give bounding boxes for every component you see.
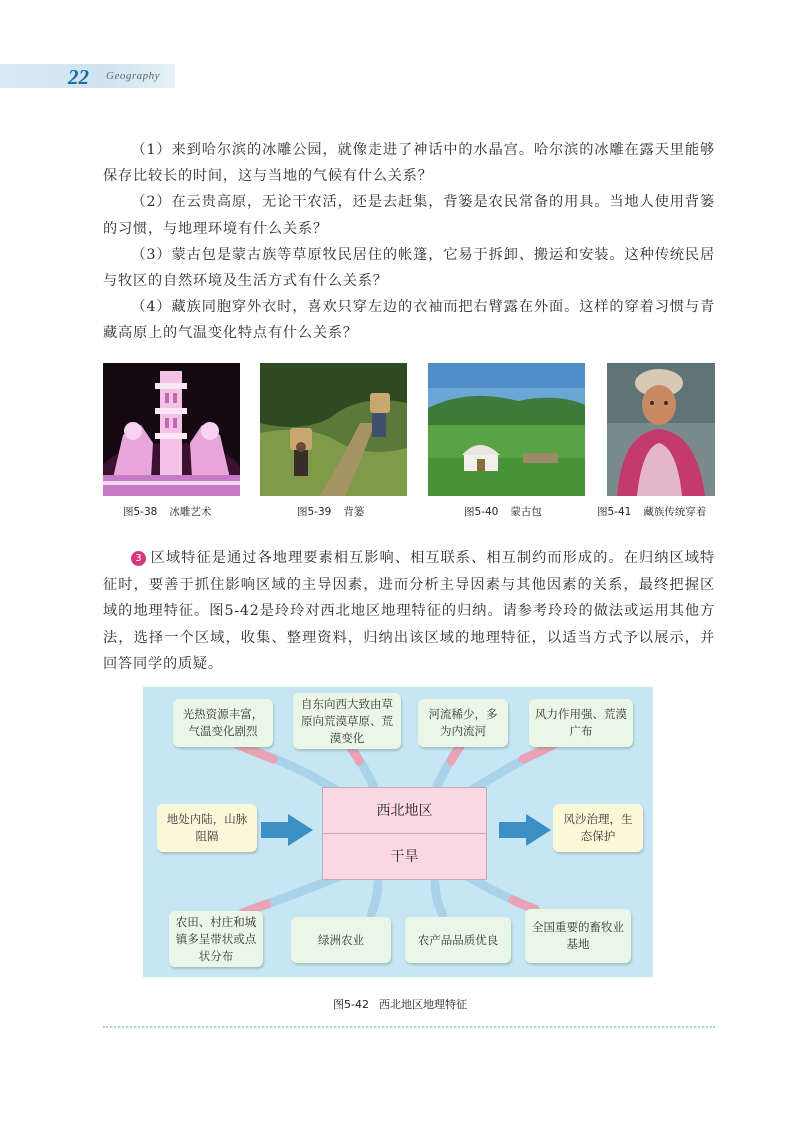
yurt-photo bbox=[428, 363, 585, 496]
center-region-box bbox=[322, 787, 487, 880]
figure-caption-5-41: 图5-41 藏族传统穿着 bbox=[597, 506, 707, 518]
human-box-oasis: 绿洲农业 bbox=[291, 917, 391, 963]
left-arrow-icon bbox=[261, 814, 313, 846]
page-number: 22 bbox=[68, 65, 89, 89]
northwest-region-diagram bbox=[143, 687, 653, 977]
right-arrow-icon bbox=[499, 814, 551, 846]
diagram-caption: 图5-42 西北地区地理特征 bbox=[333, 998, 467, 1011]
human-box-livestock: 全国重要的畜牧业基地 bbox=[525, 909, 631, 963]
center-divider bbox=[323, 833, 486, 834]
footer-divider bbox=[103, 1026, 715, 1028]
question-item: （2）在云贵高原，无论干农活，还是去赶集，背篓是农民常备的用具。当地人使用背篓的习惯，与地理环境有什么关系？ bbox=[103, 194, 715, 237]
center-region-title: 西北地区 bbox=[376, 803, 433, 819]
feature-box-climate: 光热资源丰富，气温变化剧烈 bbox=[173, 699, 273, 747]
question-list bbox=[103, 137, 715, 347]
feature-box-rivers: 河流稀少，多为内流河 bbox=[418, 699, 508, 747]
back-basket-photo bbox=[260, 363, 407, 496]
figure-caption-5-38: 图5-38 冰雕艺术 bbox=[123, 506, 212, 518]
question-item: （1）来到哈尔滨的冰雕公园，就像走进了神话中的水晶宫。哈尔滨的冰雕在露天里能够保存比较长的时间，这与当地的气候有什么关系？ bbox=[103, 142, 715, 185]
feature-box-vegetation: 自东向西大致由草原向荒漠草原、荒漠变化 bbox=[293, 693, 401, 749]
effect-box: 风沙治理，生态保护 bbox=[553, 804, 643, 852]
ice-sculpture-photo bbox=[103, 363, 240, 496]
figure-caption-5-39: 图5-39 背篓 bbox=[297, 506, 365, 518]
human-box-settlement: 农田、村庄和城镇多呈带状或点状分布 bbox=[169, 911, 263, 967]
cause-box: 地处内陆，山脉阻隔 bbox=[157, 804, 257, 852]
figure-caption-5-40: 图5-40 蒙古包 bbox=[464, 506, 542, 518]
feature-box-wind: 风力作用强、荒漠广布 bbox=[529, 699, 633, 747]
human-box-produce: 农产品品质优良 bbox=[405, 917, 511, 963]
tibetan-clothing-photo bbox=[607, 363, 715, 496]
header-subject: Geography bbox=[106, 70, 160, 82]
center-region-feature: 干旱 bbox=[390, 849, 419, 865]
question-item: （4）藏族同胞穿外衣时，喜欢只穿左边的衣袖而把右臂露在外面。这样的穿着习惯与青藏高原上的气温变化特点有什么关系？ bbox=[103, 299, 715, 342]
activity-paragraph bbox=[103, 545, 715, 678]
question-item: （3）蒙古包是蒙古族等草原牧民居住的帐篷，它易于拆卸、搬运和安装。这种传统民居与牧区的自然环境及生活方式有什么关系？ bbox=[103, 246, 715, 290]
activity-text: 区域特征是通过各地理要素相互影响、相互联系、相互制约而形成的。在归纳区域特征时，要善于抓住影响区域的主导因素，进而分析主导因素与其他因素的关系，最终把握区域的地理特征。图5-42是玲玲对西北地区地理特征的归纳。请参考玲玲的做法或运用其他方法，选择一个区域，收集、整理资料，归纳出该区域的地理特征，以适当方式予以展示，并回答同学的质疑。 bbox=[103, 550, 715, 672]
activity-number-badge: 3 bbox=[131, 551, 146, 566]
